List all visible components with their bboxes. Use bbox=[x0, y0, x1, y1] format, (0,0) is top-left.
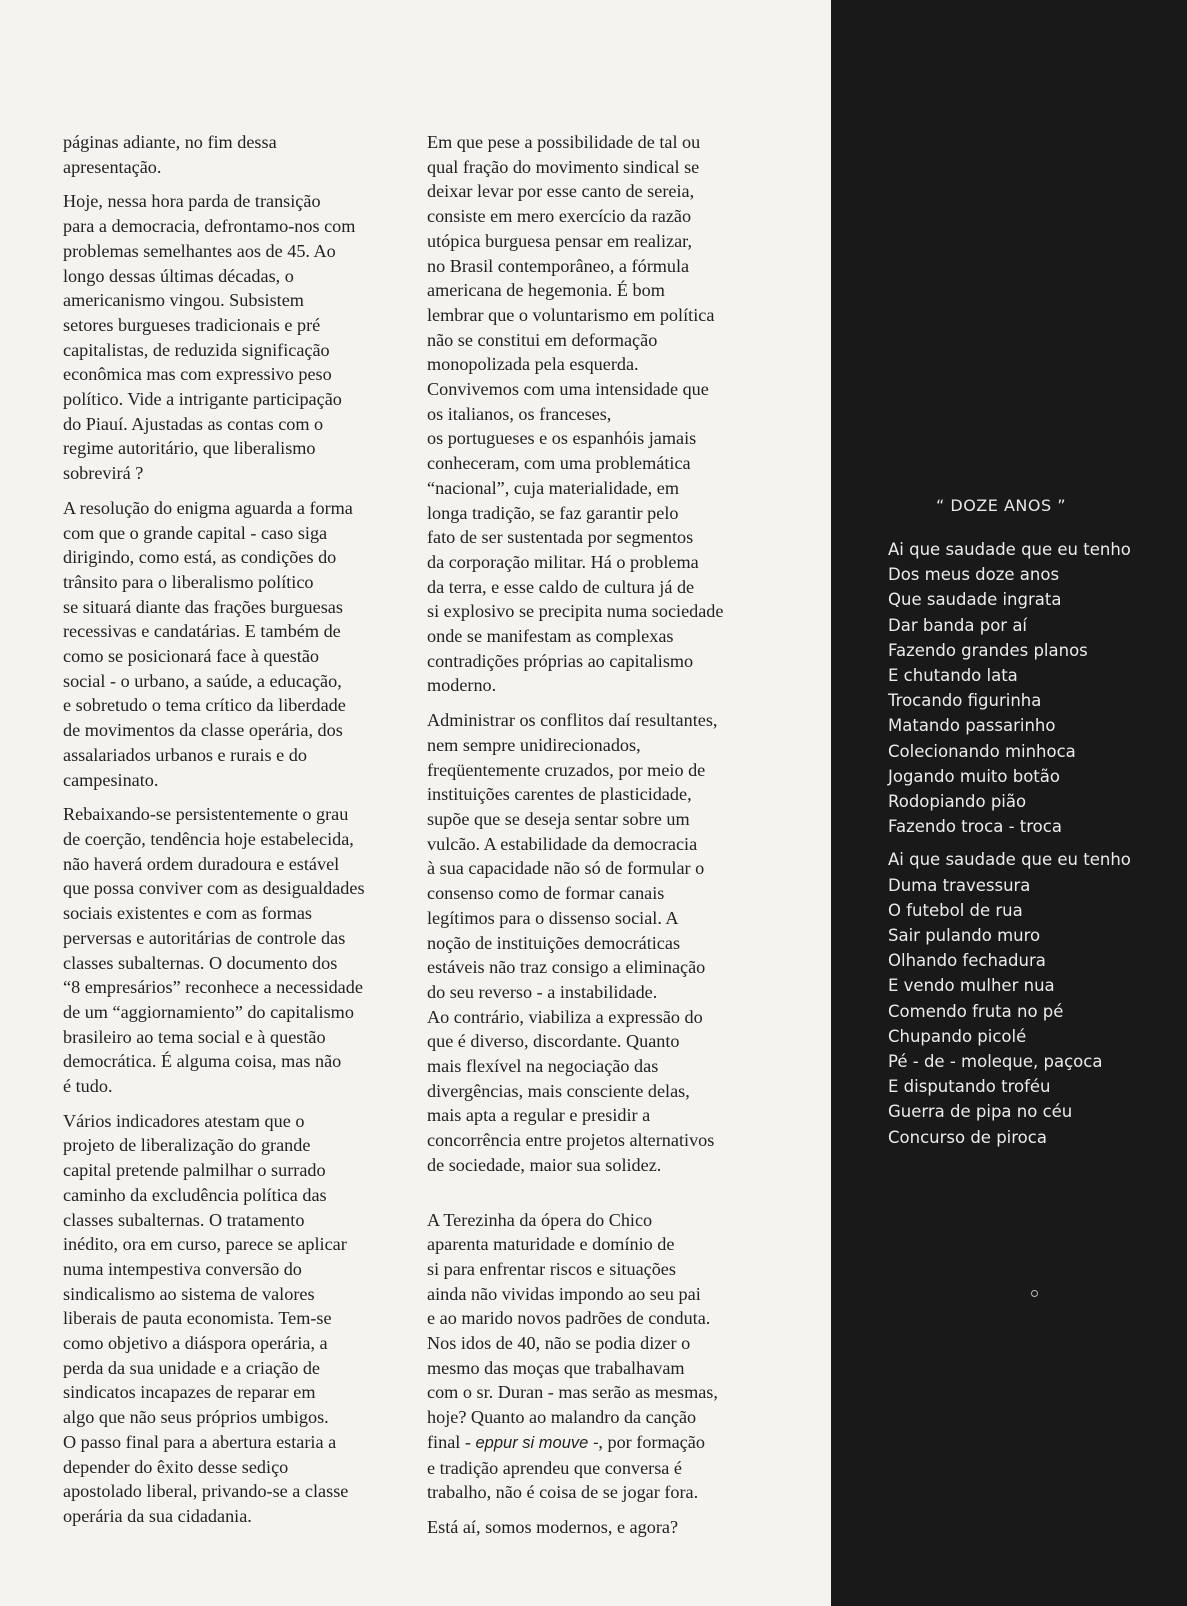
text-line: “nacional”, cuja materialidade, em bbox=[427, 477, 679, 498]
paragraph bbox=[427, 1515, 787, 1540]
text-line: sindicatos incapazes de reparar em bbox=[63, 1382, 316, 1403]
text-line: americana de hegemonia. É bom bbox=[427, 280, 665, 301]
text-line: conheceram, com uma problemática bbox=[427, 453, 691, 474]
paragraph bbox=[63, 1109, 418, 1529]
text-line: regime autoritário, que liberalismo bbox=[63, 438, 316, 459]
poem-stanza bbox=[888, 847, 1131, 1149]
text-line: da terra, e esse caldo de cultura já de bbox=[427, 576, 695, 597]
text-line: si explosivo se precipita numa sociedade bbox=[427, 601, 724, 622]
text-line: de movimentos da classe operária, dos bbox=[63, 720, 343, 741]
paragraph-gap bbox=[427, 1188, 787, 1208]
text-line: Nos idos de 40, não se podia dizer o bbox=[427, 1333, 691, 1354]
italic-phrase: eppur si mouve - bbox=[475, 1433, 599, 1452]
text-line: Em que pese a possibilidade de tal ou bbox=[427, 132, 701, 152]
text-line: com o sr. Duran - mas serão as mesmas, bbox=[427, 1382, 718, 1403]
text-line: político. Vide a intrigante participação bbox=[63, 389, 342, 410]
text-fragment: final - bbox=[427, 1431, 476, 1452]
text-line: inédito, ora em curso, parece se aplicar bbox=[63, 1234, 347, 1255]
text-line: aparenta maturidade e domínio de bbox=[427, 1234, 675, 1255]
paragraph bbox=[63, 189, 418, 485]
text-line: mais flexível na negociação das bbox=[427, 1056, 659, 1077]
text-line: para a democracia, defrontamo-nos com bbox=[63, 216, 356, 237]
paragraph bbox=[427, 130, 787, 698]
poem-title: “ DOZE ANOS ” bbox=[936, 496, 1066, 515]
text-line: liberais de pauta economista. Tem-se bbox=[63, 1308, 332, 1329]
text-line: si para enfrentar riscos e situações bbox=[427, 1258, 676, 1279]
text-line: Rebaixando-se persistentemente o grau bbox=[63, 804, 349, 825]
text-line: não haverá ordem duradoura e estável bbox=[63, 853, 340, 874]
text-column-left bbox=[63, 130, 418, 1539]
text-line: concorrência entre projetos alternativos bbox=[427, 1130, 715, 1151]
text-line: sociais existentes e com as formas bbox=[63, 903, 312, 924]
text-line: consiste em mero exercício da razão bbox=[427, 206, 692, 227]
text-line: Convivemos com uma intensidade que bbox=[427, 379, 709, 400]
text-line: “8 empresários” reconhece a necessidade bbox=[63, 977, 363, 998]
poem-line: Colecionando minhoca bbox=[888, 741, 1076, 761]
text-line: os italianos, os franceses, bbox=[427, 403, 612, 424]
text-line: à sua capacidade não só de formular o bbox=[427, 858, 705, 879]
text-line: longo dessas últimas décadas, o bbox=[63, 265, 294, 286]
poem-line: Comendo fruta no pé bbox=[888, 1001, 1064, 1021]
poem-line: Dos meus doze anos bbox=[888, 565, 1060, 585]
small-circle-mark bbox=[1031, 1290, 1038, 1297]
text-line: apresentação. bbox=[63, 156, 162, 177]
text-line: de um “aggiornamiento” do capitalismo bbox=[63, 1001, 354, 1022]
text-line: campesinato. bbox=[63, 769, 159, 790]
text-line: é tudo. bbox=[63, 1076, 113, 1097]
text-line: assalariados urbanos e rurais e do bbox=[63, 744, 307, 765]
poem-line: Guerra de pipa no céu bbox=[888, 1102, 1073, 1122]
text-line: utópica burguesa pensar em realizar, bbox=[427, 230, 693, 251]
text-line: sindicalismo ao sistema de valores bbox=[63, 1283, 315, 1304]
text-line: Ao contrário, viabiliza a expressão do bbox=[427, 1006, 703, 1027]
text-line: operária da sua cidadania. bbox=[63, 1505, 252, 1526]
poem-line: Chupando picolé bbox=[888, 1026, 1027, 1046]
poem-line: Jogando muito botão bbox=[888, 766, 1060, 786]
text-line: apostolado liberal, privando-se a classe bbox=[63, 1481, 349, 1502]
text-line: O passo final para a abertura estaria a bbox=[63, 1431, 337, 1452]
text-line: da corporação militar. Há o problema bbox=[427, 551, 699, 572]
text-line: Vários indicadores atestam que o bbox=[63, 1110, 305, 1131]
text-line: e ao marido novos padrões de conduta. bbox=[427, 1308, 711, 1329]
text-line: projeto de liberalização do grande bbox=[63, 1135, 311, 1156]
poem-line: Trocando figurinha bbox=[888, 691, 1042, 711]
text-line: de sociedade, maior sua solidez. bbox=[427, 1154, 662, 1175]
text-line: contradições próprias ao capitalismo bbox=[427, 650, 694, 671]
text-line: fato de ser sustentada por segmentos bbox=[427, 527, 694, 548]
poem-line: Sair pulando muro bbox=[888, 926, 1041, 946]
text-line: moderno. bbox=[427, 675, 497, 696]
text-line: lembrar que o voluntarismo em política bbox=[427, 304, 715, 325]
text-fragment: , por formação bbox=[598, 1431, 705, 1452]
poem-line: E chutando lata bbox=[888, 666, 1018, 686]
text-line: qual fração do movimento sindical se bbox=[427, 156, 700, 177]
text-column-right bbox=[427, 130, 787, 1550]
poem-line: Duma travessura bbox=[888, 875, 1031, 895]
paragraph bbox=[63, 802, 418, 1098]
text-line: estáveis não traz consigo a eliminação bbox=[427, 957, 706, 978]
poem-line: Matando passarinho bbox=[888, 716, 1056, 736]
text-line: caminho da excludência política das bbox=[63, 1184, 327, 1205]
text-line: e tradição aprendeu que conversa é bbox=[427, 1457, 682, 1478]
text-line: noção de instituições democráticas bbox=[427, 932, 681, 953]
text-line: onde se manifestam as complexas bbox=[427, 626, 674, 647]
text-line: problemas semelhantes aos de 45. Ao bbox=[63, 240, 336, 261]
text-line: do seu reverso - a instabilidade. bbox=[427, 981, 658, 1002]
text-line: social - o urbano, a saúde, a educação, bbox=[63, 670, 342, 691]
text-line: classes subalternas. O documento dos bbox=[63, 952, 338, 973]
text-line: páginas adiante, no fim dessa bbox=[63, 132, 277, 152]
text-line: capital pretende palmilhar o surrado bbox=[63, 1160, 326, 1181]
text-line: os portugueses e os espanhóis jamais bbox=[427, 428, 697, 449]
text-line: perversas e autoritárias de controle das bbox=[63, 927, 346, 948]
text-line: de coerção, tendência hoje estabelecida, bbox=[63, 828, 354, 849]
text-line: capitalistas, de reduzida significação bbox=[63, 339, 330, 360]
text-line: setores burgueses tradicionais e pré bbox=[63, 314, 321, 335]
text-line: brasileiro ao tema social e à questão bbox=[63, 1026, 326, 1047]
poem-stanza bbox=[888, 537, 1131, 839]
text-line: sobrevirá ? bbox=[63, 463, 144, 484]
text-line: freqüentemente cruzados, por meio de bbox=[427, 759, 706, 780]
paragraph bbox=[427, 1208, 787, 1505]
text-line: algo que não seus próprios umbigos. bbox=[63, 1407, 329, 1428]
poem-line: Dar banda por aí bbox=[888, 615, 1028, 635]
poem-line: Ai que saudade que eu tenho bbox=[888, 850, 1131, 870]
text-line: monopolizada pela esquerda. bbox=[427, 354, 639, 375]
poem-line: Rodopiando pião bbox=[888, 792, 1027, 812]
text-line: dirigindo, como está, as condições do bbox=[63, 547, 337, 568]
text-line: instituições carentes de plasticidade, bbox=[427, 784, 692, 805]
paragraph bbox=[427, 708, 787, 1177]
text-line: depender do êxito desse sediço bbox=[63, 1456, 289, 1477]
text-line-with-italic bbox=[427, 1430, 787, 1456]
text-line: trânsito para o liberalismo político bbox=[63, 571, 314, 592]
poem-line: E disputando troféu bbox=[888, 1077, 1051, 1097]
text-line: A resolução do enigma aguarda a forma bbox=[63, 497, 353, 518]
text-line: como objetivo a diáspora operária, a bbox=[63, 1333, 328, 1354]
text-line: classes subalternas. O tratamento bbox=[63, 1209, 305, 1230]
text-line: como se posicionará face à questão bbox=[63, 646, 320, 667]
poem-line: E vendo mulher nua bbox=[888, 976, 1055, 996]
text-line: divergências, mais consciente delas, bbox=[427, 1080, 690, 1101]
text-line: Está aí, somos modernos, e agora? bbox=[427, 1516, 679, 1537]
poem-line: Que saudade ingrata bbox=[888, 590, 1062, 610]
poem-line: Fazendo grandes planos bbox=[888, 640, 1088, 660]
text-line: nem sempre unidirecionados, bbox=[427, 734, 641, 755]
poem-line: Concurso de piroca bbox=[888, 1127, 1047, 1147]
poem-line: O futebol de rua bbox=[888, 900, 1023, 920]
text-line: mesmo das moças que trabalhavam bbox=[427, 1357, 685, 1378]
text-line: recessivas e candatárias. E também de bbox=[63, 621, 341, 642]
text-line: Administrar os conflitos daí resultantes, bbox=[427, 710, 718, 731]
poem-line: Fazendo troca - troca bbox=[888, 817, 1062, 837]
poem-line: Pé - de - moleque, paçoca bbox=[888, 1052, 1103, 1072]
text-line: numa intempestiva conversão do bbox=[63, 1258, 302, 1279]
text-line: com que o grande capital - caso siga bbox=[63, 522, 328, 543]
text-line: longa tradição, se faz garantir pelo bbox=[427, 502, 679, 523]
text-line: mais apta a regular e presidir a bbox=[427, 1105, 651, 1126]
text-line: Hoje, nessa hora parda de transição bbox=[63, 191, 321, 212]
text-line: não se constitui em deformação bbox=[427, 329, 658, 350]
text-line: do Piauí. Ajustadas as contas com o bbox=[63, 413, 324, 434]
text-line: econômica mas com expressivo peso bbox=[63, 364, 332, 385]
poem-line: Ai que saudade que eu tenho bbox=[888, 540, 1131, 559]
text-line: americanismo vingou. Subsistem bbox=[63, 290, 304, 311]
text-line: hoje? Quanto ao malandro da canção bbox=[427, 1407, 697, 1428]
text-line: supõe que se deseja sentar sobre um bbox=[427, 808, 690, 829]
text-line: A Terezinha da ópera do Chico bbox=[427, 1209, 653, 1230]
text-line: perda da sua unidade e a criação de bbox=[63, 1357, 321, 1378]
paragraph bbox=[63, 496, 418, 792]
text-line: consenso como de formar canais bbox=[427, 883, 665, 904]
text-line: vulcão. A estabilidade da democracia bbox=[427, 833, 698, 854]
text-line: trabalho, não é coisa de se jogar fora. bbox=[427, 1482, 699, 1503]
text-line: democrática. É alguma coisa, mas não bbox=[63, 1051, 342, 1072]
text-line: legítimos para o dissenso social. A bbox=[427, 907, 679, 928]
text-line: e sobretudo o tema crítico da liberdade bbox=[63, 695, 346, 716]
text-line: que é diverso, discordante. Quanto bbox=[427, 1031, 680, 1052]
poem-line: Olhando fechadura bbox=[888, 951, 1046, 971]
text-line: se situará diante das frações burguesas bbox=[63, 596, 343, 617]
text-line: ainda não vividas impondo ao seu pai bbox=[427, 1283, 701, 1304]
poem bbox=[888, 537, 1131, 1158]
text-line: no Brasil contemporâneo, a fórmula bbox=[427, 255, 690, 276]
text-line: deixar levar por esse canto de sereia, bbox=[427, 181, 695, 202]
text-line: que possa conviver com as desigualdades bbox=[63, 878, 365, 899]
paragraph bbox=[63, 130, 418, 179]
